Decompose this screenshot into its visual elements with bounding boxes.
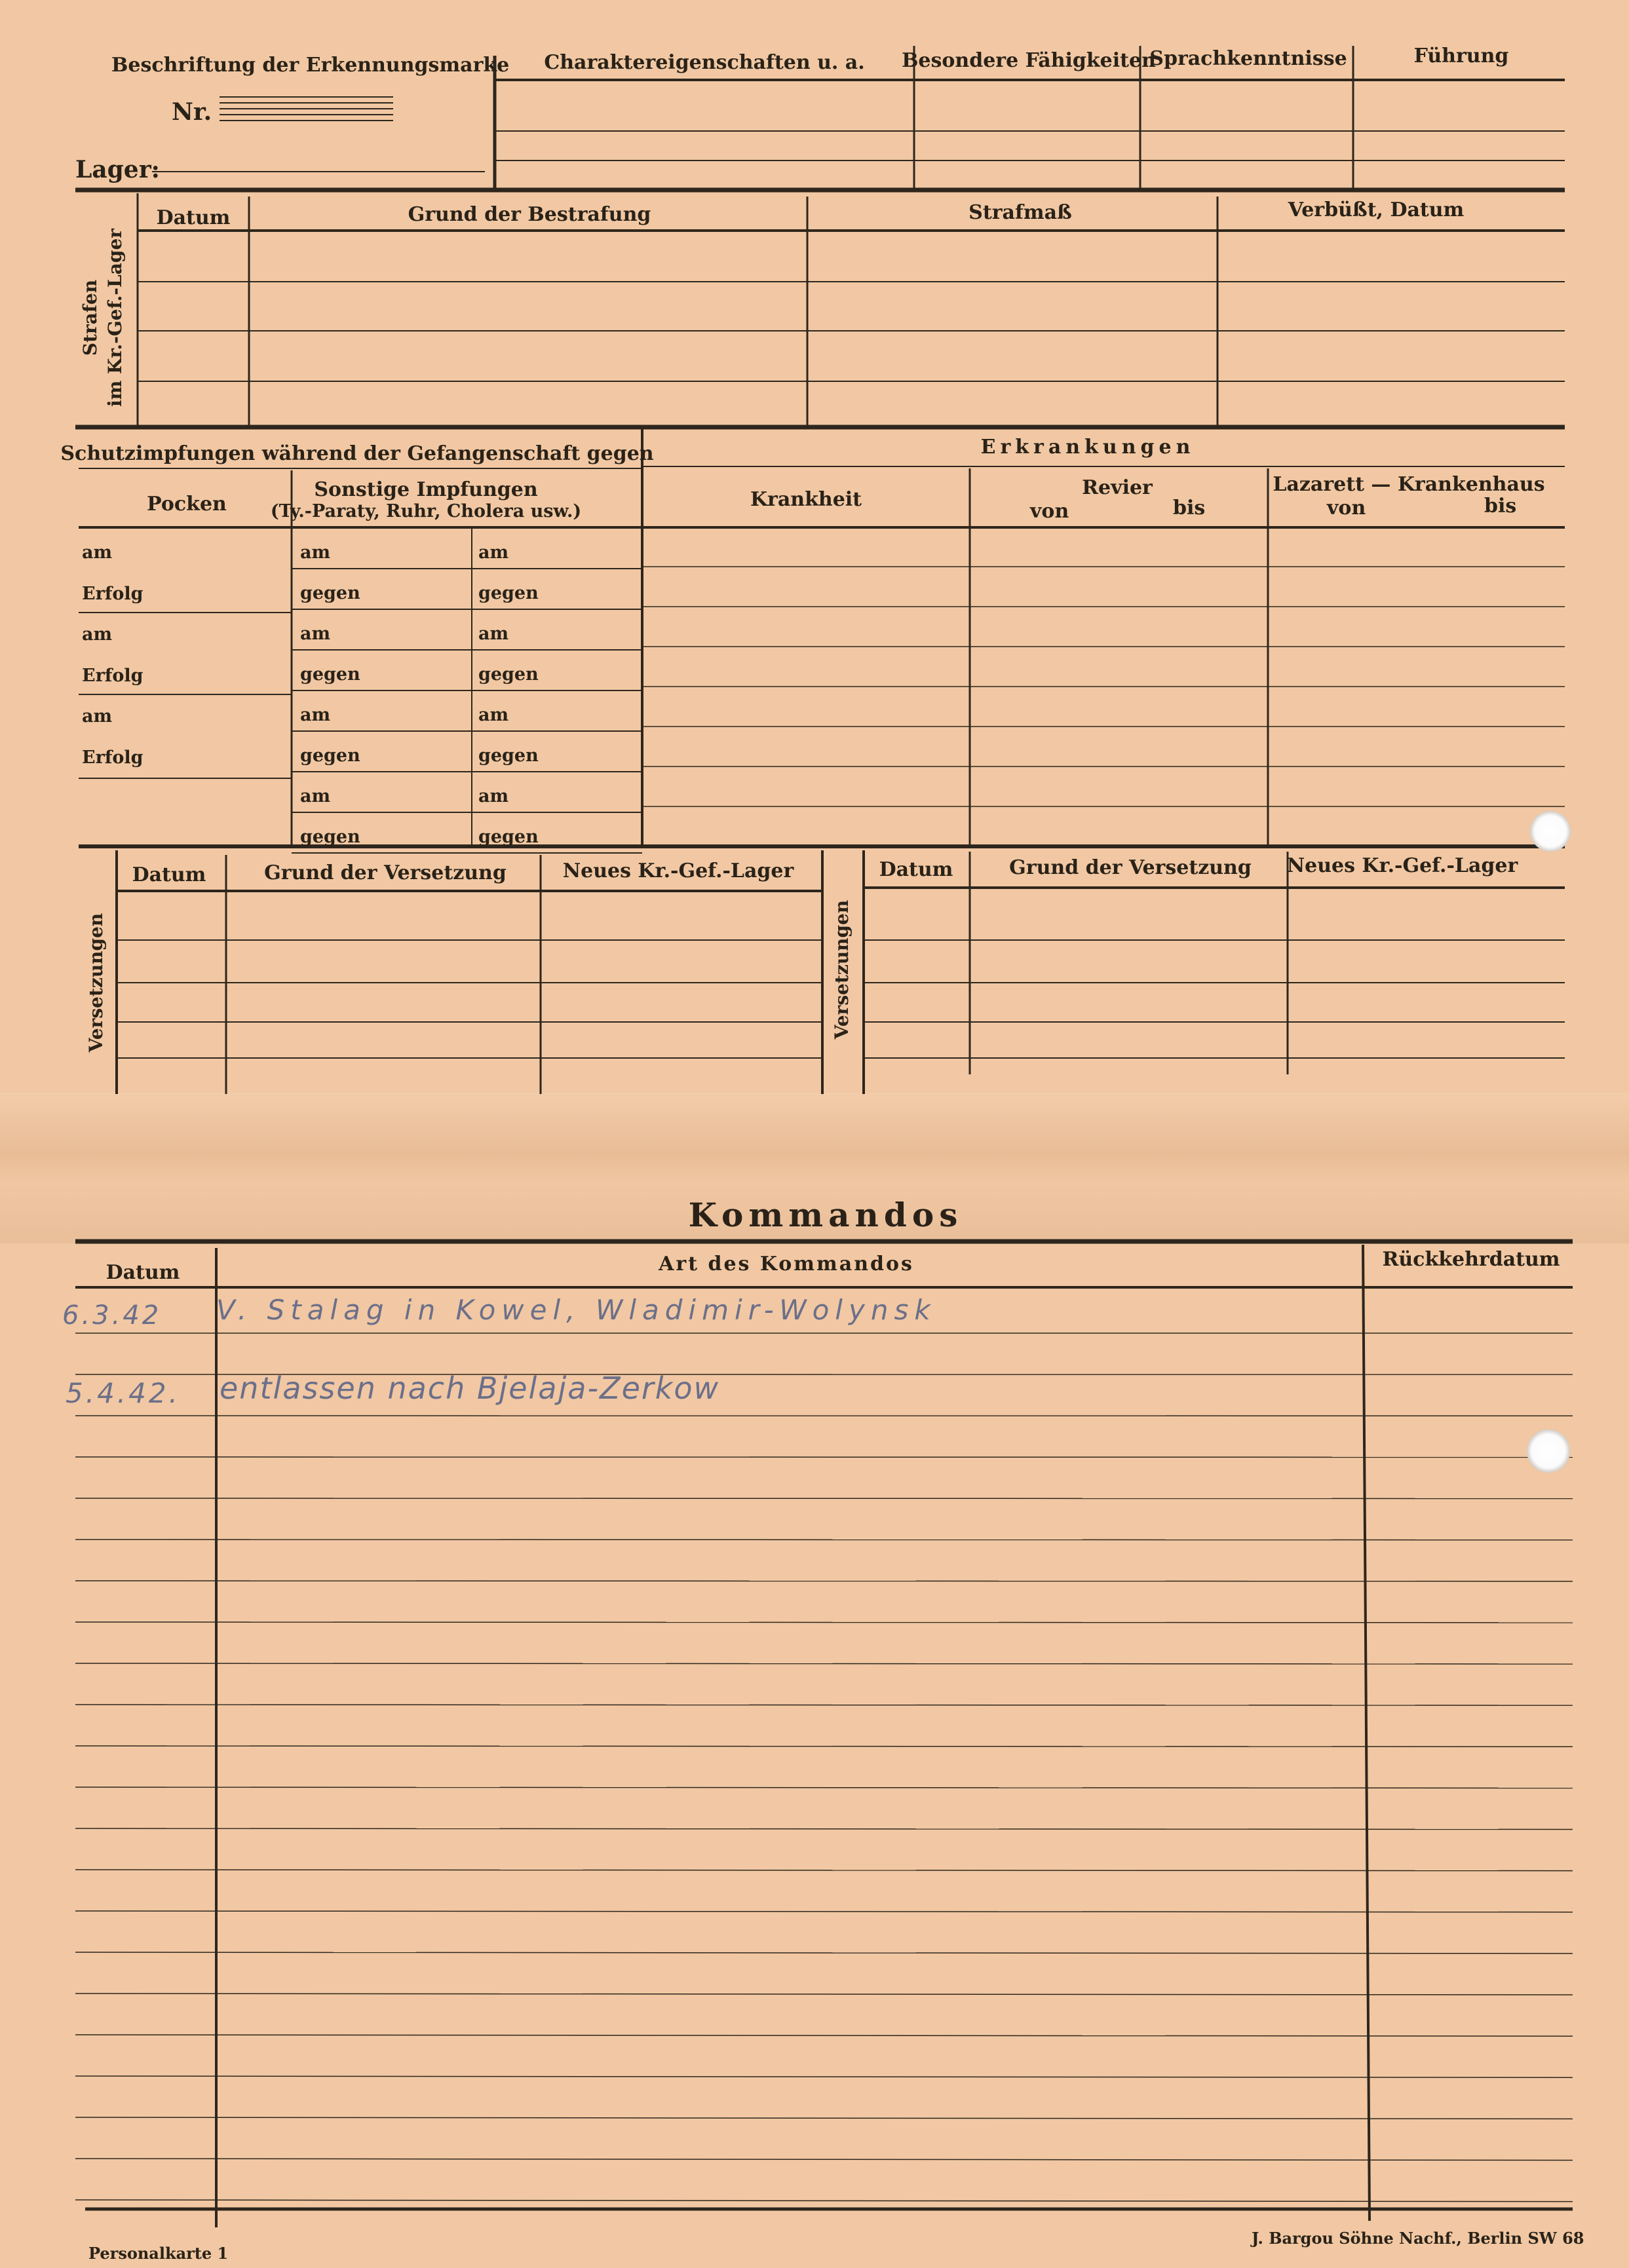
impf-title: Schutzimpfungen während der Gefangenschaft gegen: [60, 442, 654, 465]
impf-right-label-a-7: gegen: [300, 827, 360, 847]
kommandos-row-rule: [75, 1952, 1573, 1954]
punch-hole-bottom: [1527, 1429, 1570, 1473]
kommandos-row-rule: [75, 1870, 1573, 1871]
versetz-right-datum-header: Datum: [879, 858, 953, 881]
versetz-right-lager-header: Neues Kr.-Gef.-Lager: [1286, 854, 1518, 877]
impf-sonstige-header: Sonstige Impfungen: [314, 478, 538, 501]
kommandos-row-rule: [75, 1911, 1573, 1912]
erkrank-krankheit-header: Krankheit: [750, 488, 862, 511]
strafen-verbuesst-header: Verbüßt, Datum: [1288, 198, 1465, 221]
impf-left-label-4: am: [82, 706, 113, 727]
strafen-datum-header: Datum: [156, 206, 231, 229]
versetz-left-datum-header: Datum: [132, 863, 206, 886]
strafen-strafmass-header: Strafmaß: [968, 201, 1072, 224]
kommandos-row-rule: [75, 2159, 1573, 2161]
erkrank-lazarett-header: Lazarett — Krankenhaus: [1273, 473, 1545, 496]
impf-right-label-b-2: am: [478, 624, 509, 644]
impf-left-label-0: am: [82, 542, 113, 563]
kommando-entry-2-datum: 5.4.42.: [66, 1377, 180, 1409]
impf-pocken-header: Pocken: [147, 493, 227, 516]
erkrank-lazarett-von: von: [1327, 497, 1366, 520]
kommandos-row-rule: [75, 1828, 1573, 1830]
kommandos-datum-header: Datum: [105, 1261, 180, 1284]
erkrank-title: Erkrankungen: [980, 436, 1195, 459]
versetz-right-side-label: Versetzungen: [831, 899, 853, 1040]
footer-left: Personalkarte 1: [88, 2244, 229, 2263]
impf-right-label-a-6: am: [300, 786, 331, 806]
versetz-left-side-label: Versetzungen: [85, 913, 107, 1053]
impf-right-label-b-4: am: [478, 705, 509, 725]
strafen-side-label-1: Strafen: [79, 279, 102, 356]
strafen-side-label: [78, 229, 128, 407]
kommandos-row-rule: [75, 1498, 1573, 1499]
col-sprach-header: Sprachkenntnisse: [1149, 47, 1347, 70]
lager-label: Lager:: [75, 156, 160, 183]
kommando-entry-1-art: V. Stalag in Kowel, Wladimir-Wolynsk: [216, 1294, 936, 1326]
impf-left-label-1: Erfolg: [82, 583, 144, 604]
footer-right: J. Bargou Söhne Nachf., Berlin SW 68: [1252, 2229, 1584, 2248]
impf-right-label-a-0: am: [300, 542, 331, 563]
kommandos-rueck-header: Rückkehrdatum: [1382, 1248, 1560, 1271]
versetz-right-grund-header: Grund der Versetzung: [1009, 856, 1252, 879]
kommandos-row-rule: [75, 2200, 1573, 2202]
kommando-entry-1-datum: 6.3.42: [62, 1300, 162, 1331]
strafen-grund-header: Grund der Bestrafung: [408, 203, 651, 226]
impf-left-label-2: am: [82, 624, 113, 645]
kommando-entry-2-art: entlassen nach Bjelaja-Zerkow: [220, 1370, 720, 1406]
kommandos-row-rule: [75, 2035, 1573, 2036]
impf-right-label-b-6: am: [478, 786, 509, 806]
erkrank-lazarett-bis: bis: [1484, 495, 1517, 518]
strafen-side-label-2: im Kr.-Gef.-Lager: [104, 228, 126, 407]
punch-hole-top: [1530, 811, 1571, 852]
impf-right-label-a-4: am: [300, 705, 331, 725]
kommandos-title: Kommandos: [688, 1196, 963, 1234]
impf-left-label-5: Erfolg: [82, 747, 144, 768]
impf-right-label-b-7: gegen: [478, 827, 539, 847]
marke-label: Beschriftung der Erkennungsmarke: [111, 54, 510, 77]
kommandos-art-header: Art des Kommandos: [659, 1253, 914, 1276]
impf-right-label-b-1: gegen: [478, 583, 539, 603]
versetz-left-grund-header: Grund der Versetzung: [264, 861, 507, 884]
impf-right-label-b-3: gegen: [478, 664, 539, 685]
erkrank-revier-von: von: [1030, 500, 1069, 523]
kommandos-row-rule: [75, 2076, 1573, 2077]
impf-right-label-a-5: gegen: [300, 746, 360, 766]
kommandos-row-rule: [75, 2117, 1573, 2119]
kommandos-row-rule: [75, 1622, 1573, 1623]
nr-label: Nr.: [172, 98, 212, 126]
versetz-left-lager-header: Neues Kr.-Gef.-Lager: [562, 860, 794, 882]
impf-right-label-a-1: gegen: [300, 583, 360, 603]
kommandos-row-rule: [75, 1746, 1573, 1747]
impf-right-label-b-5: gegen: [478, 746, 539, 766]
kommandos-col-rueck: [1363, 1245, 1370, 2221]
col-faehig-header: Besondere Fähigkeiten: [902, 49, 1156, 72]
impf-right-label-a-2: am: [300, 624, 331, 644]
kommandos-row-rule: [75, 1787, 1573, 1788]
impf-sonstige-subheader: (Ty.-Paraty, Ruhr, Cholera usw.): [270, 501, 582, 521]
kommandos-row-rule: [75, 1994, 1573, 1995]
col-fuehrung-header: Führung: [1413, 45, 1509, 67]
col-charakter-header: Charaktereigenschaften u. a.: [544, 51, 865, 74]
impf-right-label-b-0: am: [478, 542, 509, 563]
erkrank-revier-bis: bis: [1173, 497, 1206, 520]
erkrank-revier-header: Revier: [1082, 476, 1153, 499]
kommandos-row-rule: [75, 1663, 1573, 1664]
impf-left-label-3: Erfolg: [82, 665, 144, 686]
impf-right-label-a-3: gegen: [300, 664, 360, 685]
